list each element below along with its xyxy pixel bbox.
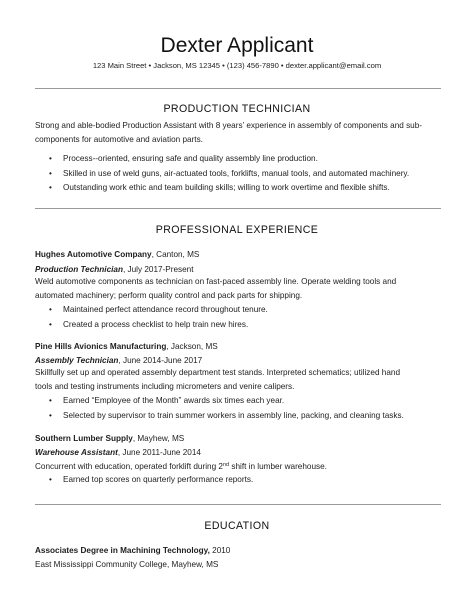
job-company-line (35, 249, 199, 260)
degree-name: Associates Degree in Machining Technology, (35, 546, 210, 555)
list-item: • Maintained perfect attendance record throughout tenure. (35, 303, 445, 318)
job-bullets (35, 394, 445, 423)
list-item: • Skilled in use of weld guns, air-actuated tools, forklifts, manual tools, and automated machinery. (35, 167, 445, 182)
school-name: East Mississippi Community College, Mayhew, MS (35, 560, 219, 569)
divider (35, 504, 441, 505)
job-company-line (35, 341, 218, 352)
job-bullets (35, 473, 445, 488)
job-bullets (35, 303, 445, 332)
applicant-name: Dexter Applicant (160, 34, 314, 57)
list-item: • Earned top scores on quarterly performance reports. (35, 473, 445, 488)
experience-heading: PROFESSIONAL EXPERIENCE (155, 224, 319, 236)
job-company-line (35, 433, 184, 444)
summary-text: Strong and able-bodied Production Assistant with 8 years’ experience in assembly of components and sub- components for automotive and aviation parts. (35, 121, 423, 145)
company-location: , Jackson, MS (166, 342, 218, 351)
bullet-icon: • (49, 410, 52, 420)
job-title: Assembly Technician (35, 356, 119, 365)
divider (35, 88, 441, 89)
list-item: • Selected by supervisor to train summer workers in assembly line, packing, and cleaning tasks. (35, 409, 445, 424)
job-description: Skillfully set up and operated assembly department test stands. Interpreted schematics; utilized hand tools and testing instruments including micrometers and venire calipers. (35, 368, 400, 392)
job-title-line (35, 264, 194, 275)
degree-line (35, 545, 230, 556)
bullet-icon: • (49, 396, 52, 405)
company-name: Pine Hills Avionics Manufacturing (35, 342, 167, 351)
company-name: Hughes Automotive Company (35, 250, 152, 259)
bullet-icon: • (49, 183, 52, 192)
bullet-icon: • (49, 168, 52, 178)
list-item: • Outstanding work ethic and team building skills; willing to work overtime and flexible shifts. (35, 181, 445, 196)
company-location: , Canton, MS (151, 250, 200, 259)
bullet-icon: • (49, 305, 52, 314)
summary-bullets (35, 152, 445, 196)
list-item: • Process--oriented, ensuring safe and quality assembly line production. (35, 152, 445, 167)
list-item: • Created a process checklist to help train new hires. (35, 318, 445, 333)
job-description: Concurrent with education, operated forklift during 2nd shift in lumber warehouse. (35, 462, 327, 471)
bullet-icon: • (49, 475, 52, 484)
job-description: Weld automotive components as technician on fast-paced assembly line. Operate welding tools and automated machinery; perform quality control and pack parts for shipping. (35, 277, 397, 301)
job-title: Production Technician (35, 265, 123, 274)
job-dates: , July 2017-Present (122, 265, 194, 274)
summary-heading: PRODUCTION TECHNICIAN (163, 103, 311, 115)
company-location: , Mayhew, MS (132, 434, 185, 443)
degree-year: 2010 (209, 546, 231, 555)
education-heading: EDUCATION (204, 520, 270, 532)
job-title: Warehouse Assistant (35, 448, 118, 457)
job-dates: , June 2014-June 2017 (118, 356, 203, 365)
job-title-line (35, 355, 202, 366)
list-item: • Earned “Employee of the Month” awards six times each year. (35, 394, 445, 409)
job-title-line (35, 447, 201, 458)
job-dates: , June 2011-June 2014 (117, 448, 201, 457)
bullet-icon: • (49, 154, 52, 163)
divider (35, 208, 441, 209)
contact-info: 123 Main Street • Jackson, MS 12345 • (123) 456-7890 • dexter.applicant@email.com (92, 61, 382, 70)
bullet-icon: • (49, 319, 52, 329)
company-name: Southern Lumber Supply (35, 434, 133, 443)
